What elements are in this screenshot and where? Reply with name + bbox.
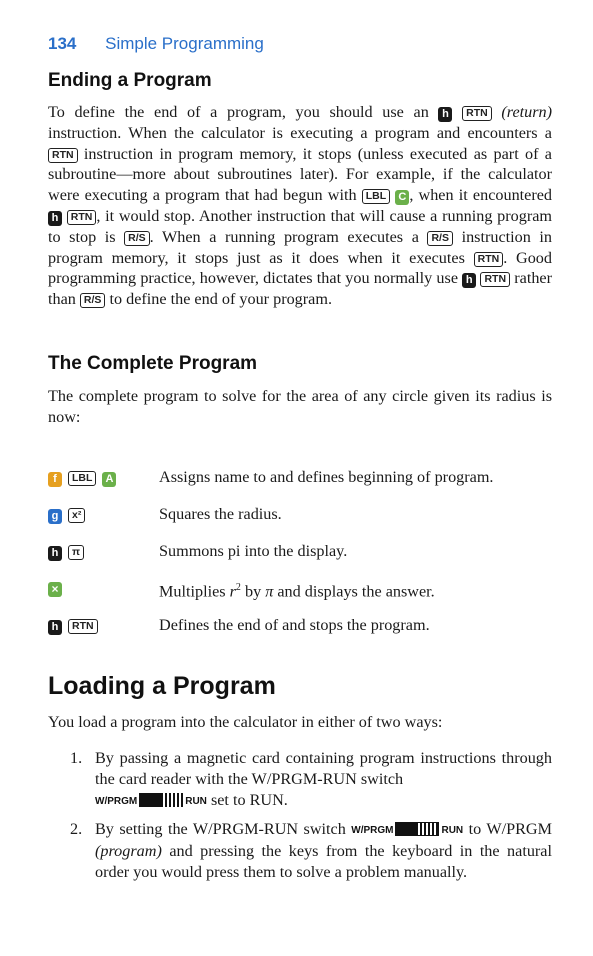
wprgm-run-switch-icon bbox=[395, 822, 439, 836]
heading-complete-program: The Complete Program bbox=[48, 353, 258, 374]
switch-label-wprgm: W/PRGM bbox=[95, 796, 138, 807]
rtn-key: RTN bbox=[48, 148, 78, 163]
rs-key: R/S bbox=[80, 293, 106, 308]
switch-label-wprgm: W/PRGM bbox=[351, 825, 394, 836]
text-span: instruction. When the calculator is executing a program and encounters a bbox=[48, 123, 552, 142]
heading-ending-a-program: Ending a Program bbox=[48, 70, 212, 91]
var-r: r bbox=[229, 582, 236, 601]
multiply-key: × bbox=[48, 582, 62, 597]
text-span: by bbox=[240, 582, 266, 601]
rtn-key: RTN bbox=[480, 272, 510, 287]
rtn-key: RTN bbox=[68, 619, 98, 634]
program-step-3 bbox=[48, 541, 558, 563]
pi-key: π bbox=[68, 545, 84, 560]
step-description bbox=[159, 578, 435, 601]
program-italic: (program) bbox=[95, 842, 162, 860]
loading-intro: You load a program into the calculator in either of two ways: bbox=[48, 713, 443, 731]
list-text bbox=[95, 748, 552, 812]
text-span: instruction in program memory, it stops just as it does when it executes bbox=[48, 227, 552, 267]
rtn-key: RTN bbox=[474, 252, 504, 267]
program-step-2 bbox=[48, 504, 558, 526]
superscript: 2 bbox=[235, 582, 241, 593]
text-span: By passing a magnetic card containing program instructions through the card reader with the W/PRGM-RUN switch bbox=[95, 749, 552, 788]
list-number: 1. bbox=[70, 749, 83, 767]
text-span: By setting the W/PRGM-RUN switch bbox=[95, 820, 352, 838]
var-pi: π bbox=[265, 582, 274, 601]
rs-key: R/S bbox=[427, 231, 453, 246]
rtn-key: RTN bbox=[67, 210, 97, 225]
ending-paragraph bbox=[48, 102, 552, 310]
h-key: h bbox=[48, 546, 62, 561]
list-item-2 bbox=[48, 819, 552, 909]
h-key: h bbox=[48, 211, 62, 226]
return-italic: (return) bbox=[501, 103, 553, 121]
program-step-4 bbox=[48, 578, 558, 600]
g-key: g bbox=[48, 509, 62, 524]
text-span: set to RUN. bbox=[206, 791, 288, 809]
h-key: h bbox=[48, 620, 62, 635]
text-span: and pressing the keys from the keyboard in the natural order you would press them to solve a problem manually. bbox=[95, 842, 552, 881]
c-key: C bbox=[395, 190, 409, 205]
list-item-1 bbox=[48, 748, 552, 812]
list-number: 2. bbox=[70, 820, 83, 838]
heading-loading-a-program: Loading a Program bbox=[48, 672, 276, 700]
text-span: rather than bbox=[48, 269, 553, 309]
list-text bbox=[95, 819, 552, 883]
switch-label-run: RUN bbox=[185, 796, 207, 807]
wprgm-run-switch-icon bbox=[139, 793, 183, 807]
h-key: h bbox=[438, 107, 452, 122]
h-key: h bbox=[462, 273, 476, 288]
rs-key: R/S bbox=[124, 231, 150, 246]
text-span: , when it encountered bbox=[409, 186, 553, 205]
page-number: 134 bbox=[48, 34, 77, 53]
text-span: To define the end of a program, you should use an bbox=[48, 103, 439, 121]
text-span: and displays the answer. bbox=[273, 582, 435, 601]
switch-label-run: RUN bbox=[441, 825, 464, 836]
text-span: . Good programming practice, however, dictates that you normally use bbox=[48, 248, 552, 288]
lbl-key: LBL bbox=[362, 189, 390, 204]
step-description: Defines the end of and stops the program. bbox=[159, 616, 430, 634]
text-span: . When a running program executes a bbox=[149, 227, 428, 246]
complete-intro: The complete program to solve for the area of any circle given its radius is now: bbox=[48, 387, 552, 426]
step-description: Summons pi into the display. bbox=[159, 542, 348, 560]
program-step-5 bbox=[48, 615, 558, 637]
running-header bbox=[48, 34, 264, 54]
text-span: to W/PRGM bbox=[463, 820, 552, 838]
section-title: Simple Programming bbox=[105, 34, 264, 53]
text-span: instruction in program memory, it stops (unless executed as part of a subroutine—more about subroutines later). For example, if the calculator were executing a program that had begun with bbox=[48, 144, 552, 205]
a-key: A bbox=[102, 472, 116, 487]
text-span: Multiplies bbox=[159, 582, 230, 601]
rtn-key: RTN bbox=[462, 106, 492, 121]
f-key: f bbox=[48, 472, 62, 487]
program-step-1 bbox=[48, 467, 558, 489]
x-squared-key: x² bbox=[68, 508, 85, 523]
text-span: to define the end of your program. bbox=[105, 290, 332, 309]
step-description: Squares the radius. bbox=[159, 505, 282, 523]
lbl-key: LBL bbox=[68, 471, 96, 486]
step-description: Assigns name to and defines beginning of program. bbox=[159, 468, 494, 486]
text-span: , it would stop. Another instruction that will cause a running program to stop is bbox=[48, 206, 553, 246]
